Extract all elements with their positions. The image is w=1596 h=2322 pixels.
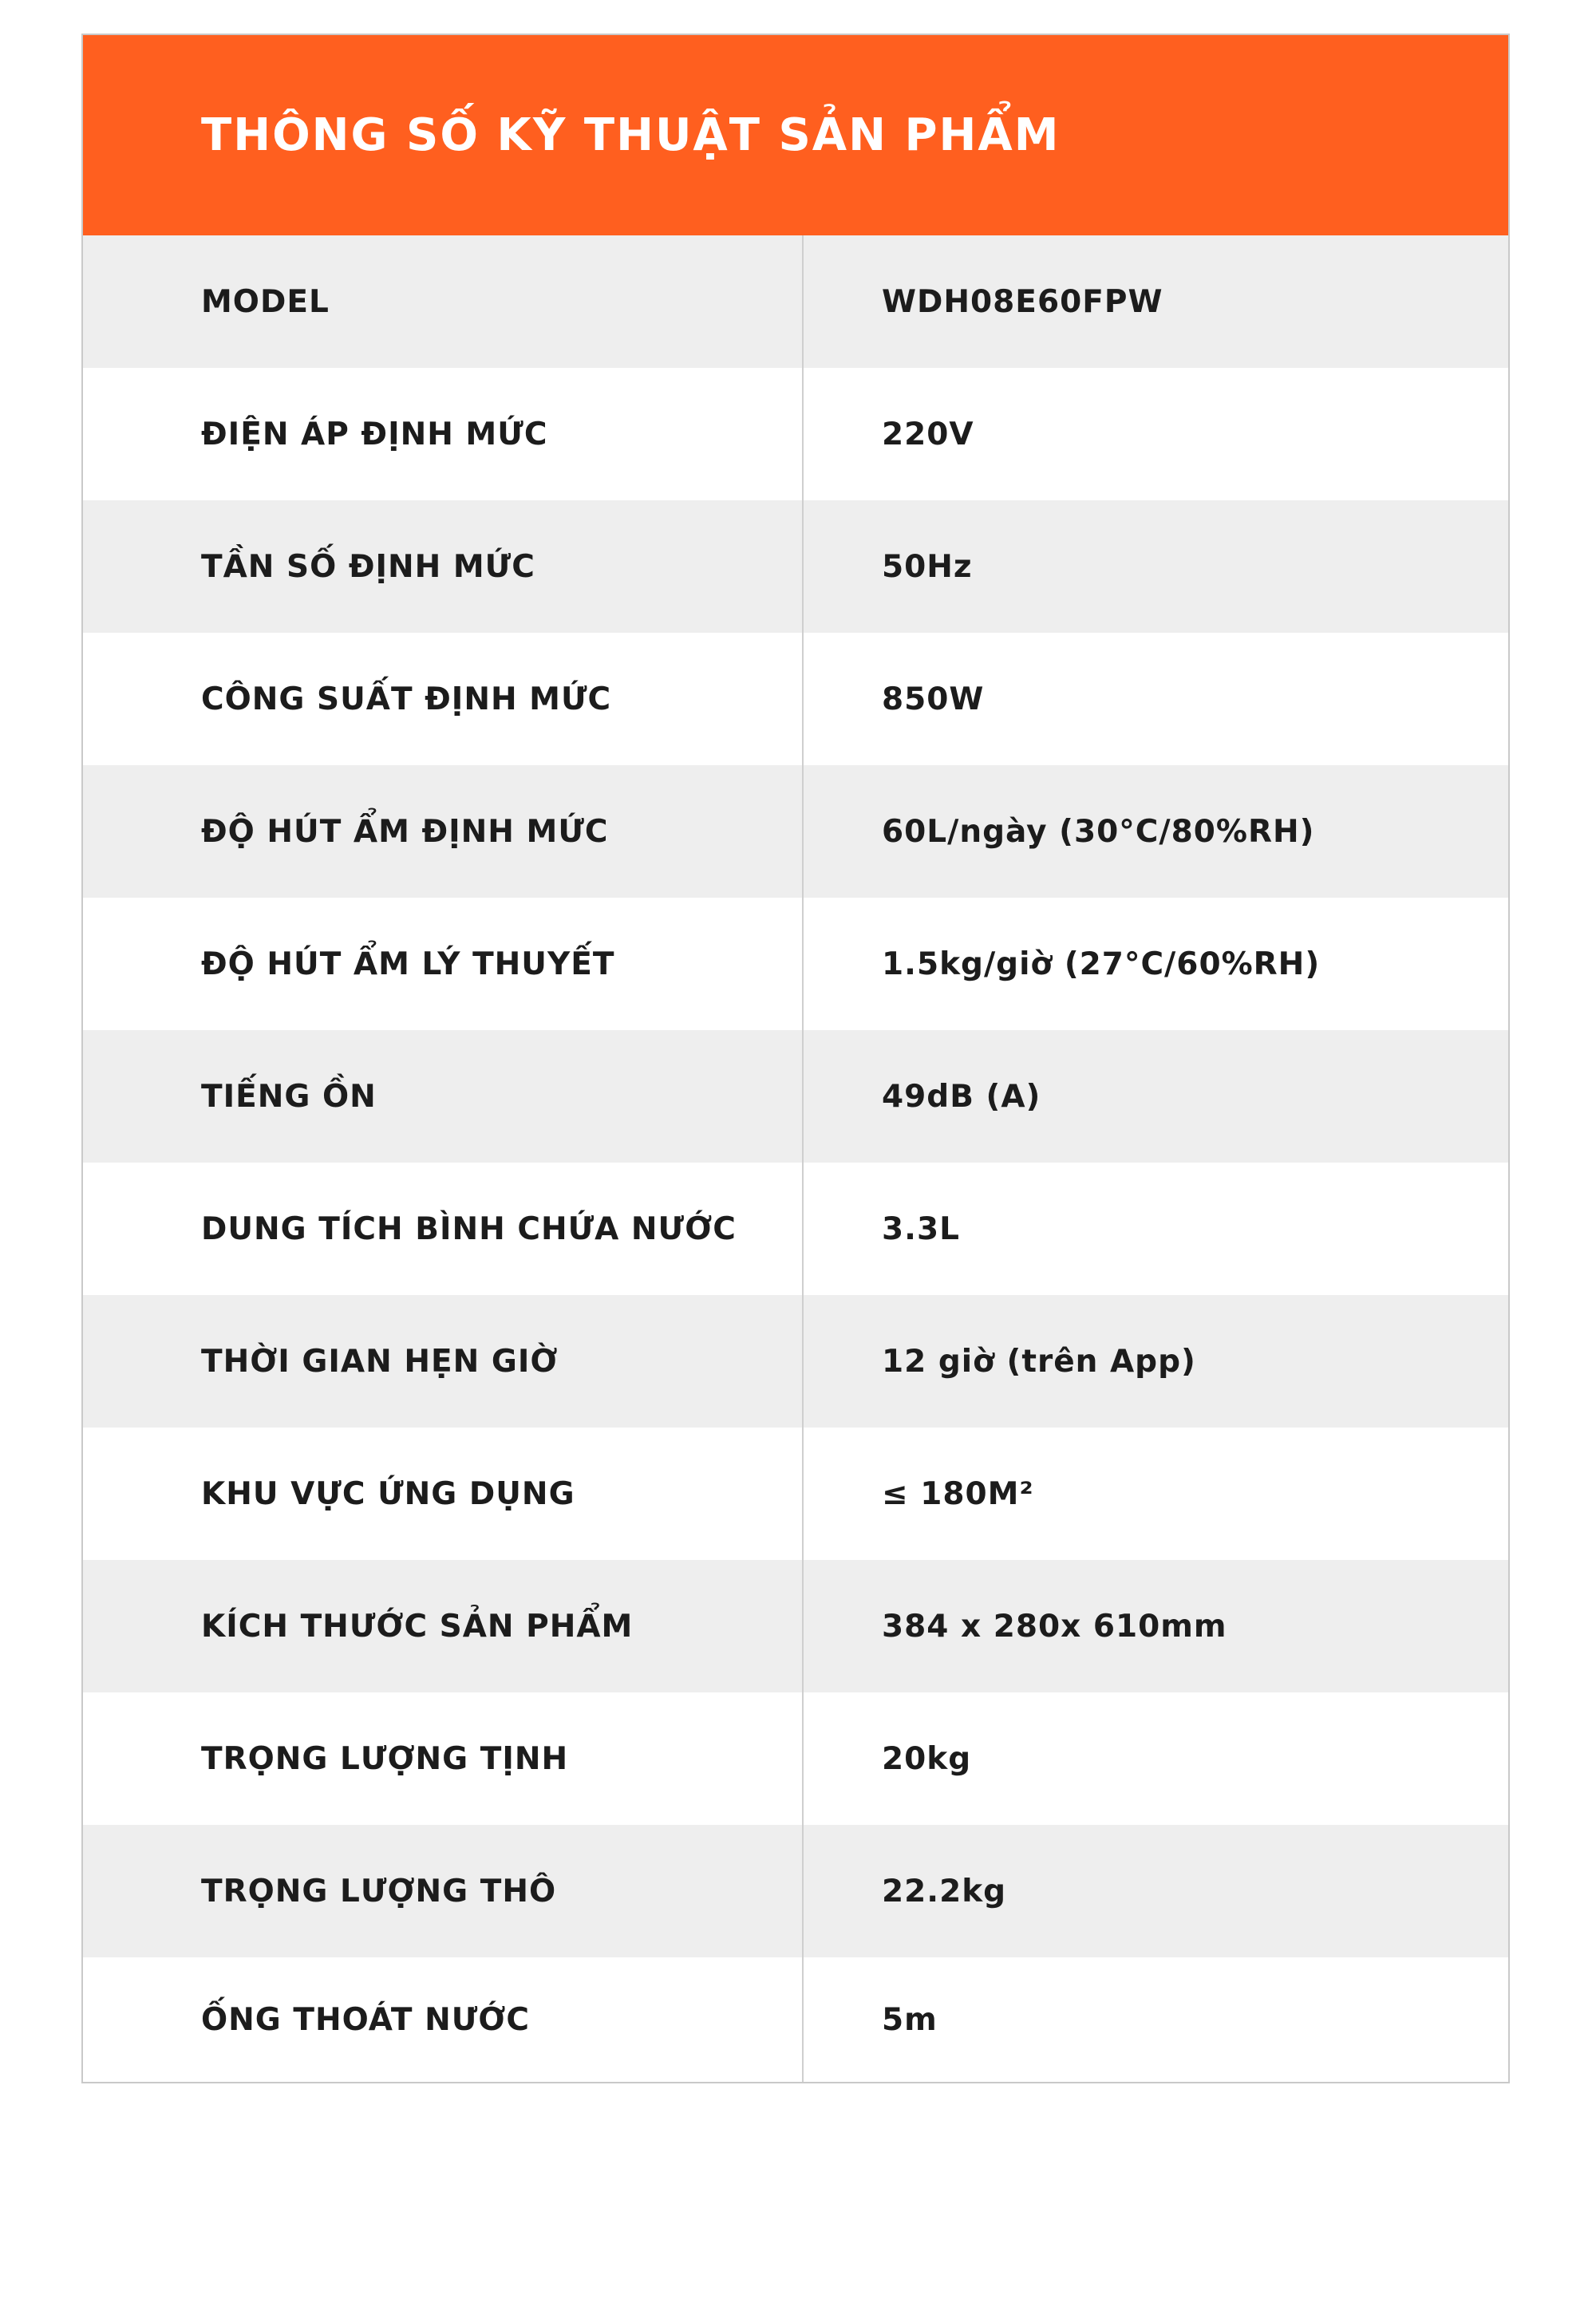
- row-value: 49dB (A): [882, 1078, 1041, 1115]
- table-row-rated-power: [83, 633, 1508, 765]
- table-row-noise: [83, 1030, 1508, 1163]
- row-label: KÍCH THƯỚC SẢN PHẨM: [83, 1560, 804, 1692]
- row-value: 50Hz: [882, 548, 973, 585]
- table-row-rated-dehumidification: [83, 765, 1508, 898]
- row-label: KHU VỰC ỨNG DỤNG: [83, 1428, 804, 1560]
- row-value: WDH08E60FPW: [882, 283, 1163, 320]
- row-value: 22.2kg: [882, 1873, 1007, 1909]
- row-value: 12 giờ (trên App): [882, 1343, 1196, 1380]
- page-title: THÔNG SỐ KỸ THUẬT SẢN PHẨM: [201, 109, 1061, 161]
- row-value: 1.5kg/giờ (27°C/60%RH): [882, 946, 1321, 982]
- spec-header: [83, 35, 1508, 235]
- table-row-water-tank: [83, 1163, 1508, 1295]
- row-value: 220V: [882, 416, 974, 452]
- row-value: 20kg: [882, 1740, 972, 1777]
- table-row-gross-weight: [83, 1825, 1508, 1957]
- table-row-timer: [83, 1295, 1508, 1428]
- row-label: ĐỘ HÚT ẨM ĐỊNH MỨC: [83, 765, 804, 898]
- table-row-coverage-area: [83, 1428, 1508, 1560]
- spec-table: [83, 235, 1508, 2082]
- row-label: TIẾNG ỒN: [83, 1030, 804, 1163]
- row-label: ỐNG THOÁT NƯỚC: [83, 1957, 804, 2082]
- row-value: 5m: [882, 2001, 938, 2038]
- spec-card: [81, 34, 1510, 2083]
- row-value: 3.3L: [882, 1210, 960, 1247]
- table-row-theoretical-dehumidification: [83, 898, 1508, 1030]
- row-label: ĐỘ HÚT ẨM LÝ THUYẾT: [83, 898, 804, 1030]
- row-label: THỜI GIAN HẸN GIỜ: [83, 1295, 804, 1428]
- row-value: ≤ 180M²: [882, 1475, 1034, 1512]
- row-label: TẦN SỐ ĐỊNH MỨC: [83, 500, 804, 633]
- table-row-dimensions: [83, 1560, 1508, 1692]
- table-row-net-weight: [83, 1692, 1508, 1825]
- row-label: TRỌNG LƯỢNG TỊNH: [83, 1692, 804, 1825]
- row-label: DUNG TÍCH BÌNH CHỨA NƯỚC: [83, 1163, 804, 1295]
- table-row-drain-hose: [83, 1957, 1508, 2082]
- row-label: ĐIỆN ÁP ĐỊNH MỨC: [83, 368, 804, 500]
- row-label: TRỌNG LƯỢNG THÔ: [83, 1825, 804, 1957]
- row-value: 384 x 280x 610mm: [882, 1608, 1227, 1645]
- table-row-rated-voltage: [83, 368, 1508, 500]
- table-row-model: [83, 235, 1508, 368]
- row-value: 60L/ngày (30°C/80%RH): [882, 813, 1315, 850]
- row-value: 850W: [882, 681, 985, 717]
- row-label: CÔNG SUẤT ĐỊNH MỨC: [83, 633, 804, 765]
- row-label: MODEL: [83, 235, 804, 368]
- table-row-rated-frequency: [83, 500, 1508, 633]
